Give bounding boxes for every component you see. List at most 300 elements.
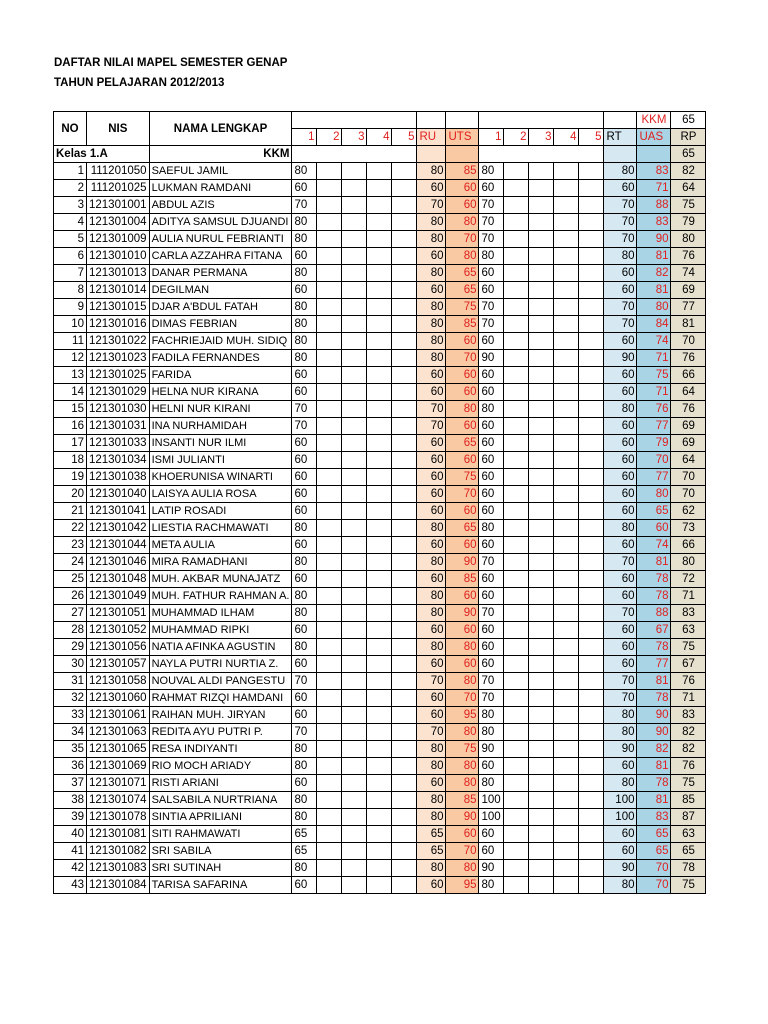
cell-m1: 80 [479, 877, 504, 894]
cell-empty [554, 214, 579, 231]
cell-empty [342, 843, 367, 860]
cell-rp: 64 [671, 384, 706, 401]
cell-empty [317, 350, 342, 367]
cell-nama: RAIHAN MUH. JIRYAN [149, 707, 292, 724]
cell-empty [367, 469, 392, 486]
header-kkm-label: KKM [637, 112, 671, 129]
kelas-blank-ru [417, 146, 446, 163]
cell-nama: DANAR PERMANA [149, 265, 292, 282]
cell-no: 27 [54, 605, 87, 622]
cell-empty [367, 333, 392, 350]
cell-nama: NAYLA PUTRI NURTIA Z. [149, 656, 292, 673]
header-n2: 2 [317, 129, 342, 146]
header-kkm-value: 65 [671, 112, 706, 129]
cell-empty [342, 469, 367, 486]
cell-empty [367, 826, 392, 843]
cell-m1: 80 [479, 775, 504, 792]
cell-empty [392, 486, 417, 503]
cell-rp: 70 [671, 333, 706, 350]
cell-m1: 60 [479, 588, 504, 605]
header-m3: 3 [529, 129, 554, 146]
cell-nis: 121301004 [87, 214, 150, 231]
cell-ru: 80 [417, 350, 446, 367]
cell-uts: 70 [446, 231, 479, 248]
cell-no: 41 [54, 843, 87, 860]
cell-empty [529, 537, 554, 554]
cell-rt: 60 [604, 843, 637, 860]
cell-nama: TARISA SAFARINA [149, 877, 292, 894]
cell-nama: ISMI JULIANTI [149, 452, 292, 469]
cell-uas: 80 [637, 486, 671, 503]
cell-ru: 60 [417, 367, 446, 384]
cell-rt: 60 [604, 588, 637, 605]
cell-nama: LAISYA AULIA ROSA [149, 486, 292, 503]
cell-empty [504, 163, 529, 180]
cell-uas: 74 [637, 537, 671, 554]
cell-n1: 80 [292, 520, 317, 537]
cell-nis: 121301044 [87, 537, 150, 554]
cell-empty [579, 163, 604, 180]
header-uts: UTS [446, 129, 479, 146]
cell-no: 6 [54, 248, 87, 265]
cell-uas: 81 [637, 792, 671, 809]
cell-rp: 70 [671, 486, 706, 503]
cell-uts: 60 [446, 588, 479, 605]
cell-empty [392, 401, 417, 418]
table-row [54, 656, 706, 673]
header-m1: 1 [479, 129, 504, 146]
cell-empty [504, 435, 529, 452]
cell-uts: 60 [446, 452, 479, 469]
cell-empty [579, 384, 604, 401]
cell-empty [579, 605, 604, 622]
cell-nama: MIRA RAMADHANI [149, 554, 292, 571]
cell-empty [342, 214, 367, 231]
cell-nama: LATIP ROSADI [149, 503, 292, 520]
cell-uts: 70 [446, 843, 479, 860]
cell-nis: 121301063 [87, 724, 150, 741]
cell-rt: 70 [604, 690, 637, 707]
cell-m1: 80 [479, 707, 504, 724]
cell-uas: 83 [637, 214, 671, 231]
cell-empty [317, 724, 342, 741]
cell-uts: 80 [446, 401, 479, 418]
cell-rp: 79 [671, 214, 706, 231]
cell-rp: 63 [671, 622, 706, 639]
cell-empty [367, 724, 392, 741]
cell-rt: 70 [604, 299, 637, 316]
cell-empty [392, 724, 417, 741]
cell-empty [579, 554, 604, 571]
table-row [54, 707, 706, 724]
cell-empty [529, 282, 554, 299]
header-nis: NIS [87, 112, 150, 146]
cell-ru: 80 [417, 741, 446, 758]
cell-n1: 80 [292, 231, 317, 248]
table-row [54, 843, 706, 860]
cell-empty [554, 163, 579, 180]
cell-empty [367, 877, 392, 894]
cell-rt: 100 [604, 792, 637, 809]
cell-m1: 60 [479, 503, 504, 520]
cell-nama: MUHAMMAD RIPKI [149, 622, 292, 639]
cell-nis: 121301014 [87, 282, 150, 299]
cell-n1: 60 [292, 384, 317, 401]
cell-ru: 80 [417, 588, 446, 605]
cell-n1: 60 [292, 571, 317, 588]
cell-m1: 60 [479, 843, 504, 860]
cell-empty [529, 605, 554, 622]
cell-rp: 70 [671, 469, 706, 486]
cell-empty [367, 741, 392, 758]
cell-empty [554, 367, 579, 384]
cell-empty [504, 299, 529, 316]
cell-no: 43 [54, 877, 87, 894]
cell-empty [392, 163, 417, 180]
cell-uas: 82 [637, 265, 671, 282]
cell-empty [392, 860, 417, 877]
cell-nis: 121301030 [87, 401, 150, 418]
cell-empty [342, 792, 367, 809]
cell-ru: 70 [417, 418, 446, 435]
cell-empty [529, 877, 554, 894]
cell-empty [342, 333, 367, 350]
cell-empty [504, 809, 529, 826]
cell-empty [342, 299, 367, 316]
cell-rt: 60 [604, 418, 637, 435]
kelas-blank-1 [292, 146, 417, 163]
cell-n1: 60 [292, 877, 317, 894]
cell-uas: 78 [637, 571, 671, 588]
cell-nis: 121301081 [87, 826, 150, 843]
table-row [54, 180, 706, 197]
cell-empty [342, 877, 367, 894]
cell-empty [579, 673, 604, 690]
cell-rt: 60 [604, 282, 637, 299]
cell-nama: RIO MOCH ARIADY [149, 758, 292, 775]
cell-empty [317, 214, 342, 231]
cell-empty [367, 384, 392, 401]
cell-empty [342, 656, 367, 673]
cell-rt: 60 [604, 384, 637, 401]
cell-empty [392, 622, 417, 639]
cell-n1: 60 [292, 248, 317, 265]
cell-rt: 60 [604, 571, 637, 588]
cell-empty [317, 418, 342, 435]
cell-nis: 121301048 [87, 571, 150, 588]
cell-empty [392, 214, 417, 231]
cell-no: 37 [54, 775, 87, 792]
kelas-kkm-value: 65 [671, 146, 706, 163]
cell-empty [367, 231, 392, 248]
cell-empty [367, 316, 392, 333]
cell-empty [317, 622, 342, 639]
cell-empty [392, 741, 417, 758]
cell-uts: 80 [446, 248, 479, 265]
cell-rp: 74 [671, 265, 706, 282]
cell-empty [554, 350, 579, 367]
cell-nis: 121301029 [87, 384, 150, 401]
cell-empty [554, 571, 579, 588]
cell-empty [367, 214, 392, 231]
cell-empty [529, 639, 554, 656]
cell-empty [392, 333, 417, 350]
cell-uts: 95 [446, 877, 479, 894]
cell-empty [317, 554, 342, 571]
cell-no: 36 [54, 758, 87, 775]
cell-empty [554, 758, 579, 775]
cell-empty [554, 299, 579, 316]
cell-empty [554, 639, 579, 656]
cell-nis: 121301040 [87, 486, 150, 503]
cell-rp: 75 [671, 775, 706, 792]
table-row [54, 860, 706, 877]
cell-rt: 70 [604, 316, 637, 333]
cell-no: 39 [54, 809, 87, 826]
cell-empty [554, 452, 579, 469]
cell-empty [579, 469, 604, 486]
cell-uas: 65 [637, 843, 671, 860]
cell-m1: 70 [479, 214, 504, 231]
cell-empty [504, 469, 529, 486]
cell-no: 38 [54, 792, 87, 809]
cell-nama: SRI SUTINAH [149, 860, 292, 877]
cell-empty [554, 469, 579, 486]
cell-m1: 90 [479, 741, 504, 758]
cell-nama: MUH. FATHUR RAHMAN A. [149, 588, 292, 605]
cell-uas: 70 [637, 452, 671, 469]
cell-nama: MUH. AKBAR MUNAJATZ [149, 571, 292, 588]
cell-empty [317, 316, 342, 333]
cell-no: 5 [54, 231, 87, 248]
cell-ru: 80 [417, 316, 446, 333]
cell-m1: 60 [479, 282, 504, 299]
cell-rt: 60 [604, 265, 637, 282]
cell-nama: AULIA NURUL FEBRIANTI [149, 231, 292, 248]
cell-ru: 80 [417, 214, 446, 231]
cell-empty [554, 826, 579, 843]
cell-empty [367, 265, 392, 282]
header-n1: 1 [292, 129, 317, 146]
cell-n1: 60 [292, 367, 317, 384]
table-row [54, 214, 706, 231]
cell-empty [317, 877, 342, 894]
header-row-1 [54, 112, 706, 129]
cell-n1: 60 [292, 282, 317, 299]
header-uas: UAS [637, 129, 671, 146]
table-row [54, 758, 706, 775]
table-row [54, 537, 706, 554]
cell-nis: 121301031 [87, 418, 150, 435]
header-blank-rt [604, 112, 637, 129]
cell-ru: 60 [417, 690, 446, 707]
cell-empty [317, 503, 342, 520]
cell-empty [342, 639, 367, 656]
cell-no: 42 [54, 860, 87, 877]
cell-empty [529, 741, 554, 758]
cell-empty [529, 843, 554, 860]
cell-ru: 80 [417, 860, 446, 877]
cell-nis: 121301009 [87, 231, 150, 248]
cell-empty [392, 639, 417, 656]
cell-empty [554, 401, 579, 418]
cell-rp: 76 [671, 673, 706, 690]
cell-empty [342, 758, 367, 775]
cell-empty [392, 384, 417, 401]
cell-no: 28 [54, 622, 87, 639]
cell-empty [367, 503, 392, 520]
cell-empty [579, 248, 604, 265]
cell-empty [392, 197, 417, 214]
cell-empty [317, 384, 342, 401]
cell-empty [317, 248, 342, 265]
cell-empty [579, 639, 604, 656]
cell-rp: 71 [671, 588, 706, 605]
cell-uas: 77 [637, 656, 671, 673]
cell-empty [317, 741, 342, 758]
cell-no: 17 [54, 435, 87, 452]
cell-uts: 80 [446, 673, 479, 690]
cell-no: 10 [54, 316, 87, 333]
cell-rp: 73 [671, 520, 706, 537]
cell-empty [367, 571, 392, 588]
cell-empty [392, 350, 417, 367]
cell-empty [554, 707, 579, 724]
cell-uts: 80 [446, 758, 479, 775]
cell-empty [554, 860, 579, 877]
cell-rp: 69 [671, 435, 706, 452]
cell-uas: 90 [637, 707, 671, 724]
table-row [54, 435, 706, 452]
table-row [54, 486, 706, 503]
cell-m1: 60 [479, 656, 504, 673]
cell-empty [579, 775, 604, 792]
cell-uts: 80 [446, 724, 479, 741]
cell-nama: KHOERUNISA WINARTI [149, 469, 292, 486]
cell-empty [342, 180, 367, 197]
cell-empty [342, 826, 367, 843]
cell-empty [529, 775, 554, 792]
cell-nis: 121301010 [87, 248, 150, 265]
cell-rt: 60 [604, 367, 637, 384]
cell-empty [367, 401, 392, 418]
cell-n1: 60 [292, 537, 317, 554]
cell-no: 13 [54, 367, 87, 384]
cell-no: 3 [54, 197, 87, 214]
cell-n1: 60 [292, 452, 317, 469]
cell-nama: RAHMAT RIZQI HAMDANI [149, 690, 292, 707]
table-row [54, 690, 706, 707]
cell-empty [579, 503, 604, 520]
cell-empty [367, 775, 392, 792]
cell-uas: 88 [637, 605, 671, 622]
cell-nama: SINTIA APRILIANI [149, 809, 292, 826]
cell-n1: 80 [292, 350, 317, 367]
cell-n1: 70 [292, 197, 317, 214]
cell-empty [342, 809, 367, 826]
cell-empty [529, 418, 554, 435]
cell-ru: 80 [417, 792, 446, 809]
cell-empty [504, 231, 529, 248]
cell-nama: INSANTI NUR ILMI [149, 435, 292, 452]
cell-ru: 60 [417, 180, 446, 197]
cell-rp: 75 [671, 877, 706, 894]
cell-uts: 85 [446, 163, 479, 180]
header-m4: 4 [554, 129, 579, 146]
cell-nama: DJAR A'BDUL FATAH [149, 299, 292, 316]
cell-rp: 77 [671, 299, 706, 316]
table-row [54, 418, 706, 435]
cell-nis: 121301023 [87, 350, 150, 367]
cell-empty [317, 367, 342, 384]
cell-empty [392, 690, 417, 707]
cell-uas: 83 [637, 163, 671, 180]
cell-empty [392, 231, 417, 248]
cell-empty [554, 690, 579, 707]
cell-no: 22 [54, 520, 87, 537]
cell-nama: HELNA NUR KIRANA [149, 384, 292, 401]
cell-empty [317, 486, 342, 503]
cell-uts: 60 [446, 197, 479, 214]
cell-rt: 80 [604, 707, 637, 724]
cell-empty [504, 248, 529, 265]
cell-empty [342, 418, 367, 435]
cell-empty [317, 809, 342, 826]
table-row [54, 469, 706, 486]
table-row [54, 571, 706, 588]
cell-empty [342, 435, 367, 452]
cell-empty [342, 316, 367, 333]
cell-n1: 60 [292, 469, 317, 486]
cell-uas: 75 [637, 367, 671, 384]
cell-ru: 60 [417, 282, 446, 299]
cell-empty [317, 452, 342, 469]
cell-no: 16 [54, 418, 87, 435]
cell-empty [504, 214, 529, 231]
cell-uas: 78 [637, 588, 671, 605]
cell-ru: 65 [417, 826, 446, 843]
cell-empty [504, 622, 529, 639]
cell-rp: 69 [671, 418, 706, 435]
cell-rt: 60 [604, 758, 637, 775]
cell-empty [367, 452, 392, 469]
cell-m1: 100 [479, 809, 504, 826]
cell-no: 8 [54, 282, 87, 299]
cell-empty [342, 673, 367, 690]
cell-ru: 80 [417, 554, 446, 571]
cell-n1: 80 [292, 333, 317, 350]
cell-nis: 111201025 [87, 180, 150, 197]
cell-empty [342, 741, 367, 758]
cell-rt: 80 [604, 877, 637, 894]
cell-uas: 81 [637, 282, 671, 299]
cell-empty [529, 452, 554, 469]
cell-empty [579, 588, 604, 605]
cell-empty [504, 384, 529, 401]
cell-empty [579, 299, 604, 316]
kelas-blank-uts [446, 146, 479, 163]
cell-n1: 70 [292, 724, 317, 741]
cell-empty [504, 656, 529, 673]
cell-m1: 60 [479, 469, 504, 486]
cell-m1: 60 [479, 418, 504, 435]
cell-rt: 60 [604, 656, 637, 673]
cell-empty [392, 707, 417, 724]
cell-m1: 60 [479, 571, 504, 588]
cell-empty [392, 418, 417, 435]
cell-empty [554, 197, 579, 214]
cell-uas: 81 [637, 758, 671, 775]
